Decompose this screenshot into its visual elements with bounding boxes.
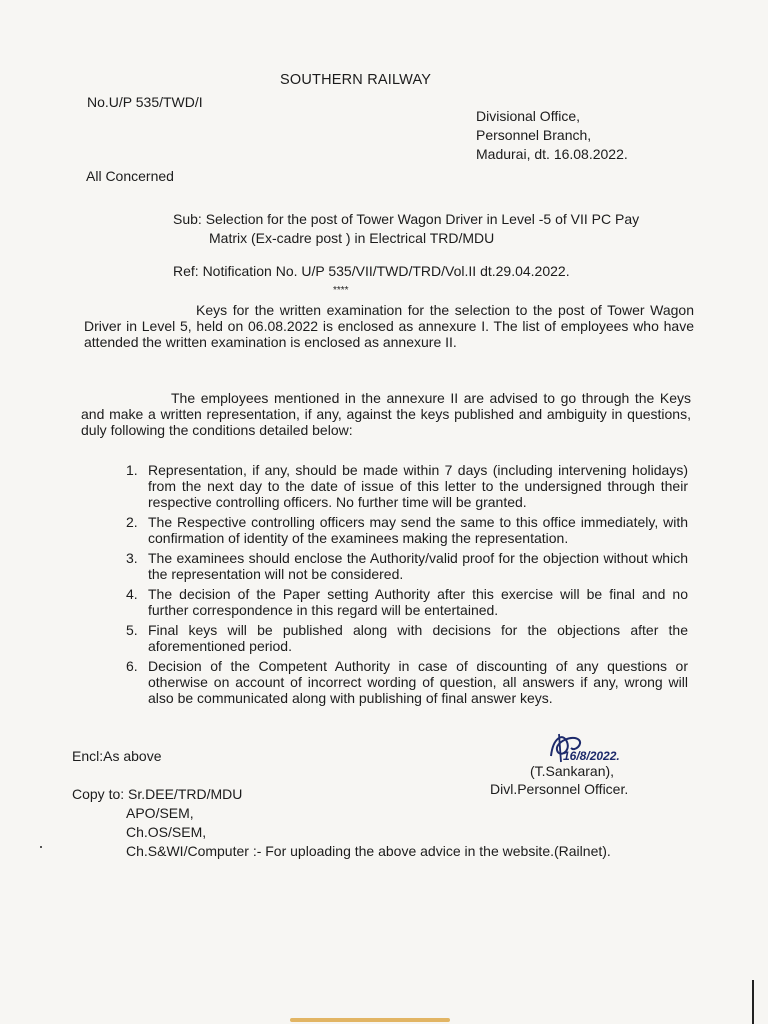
subject-line: Matrix (Ex-cadre post ) in Electrical TRD/MDU bbox=[209, 230, 495, 246]
enclosure: Encl:As above bbox=[72, 748, 162, 764]
list-number: 1. bbox=[126, 462, 138, 478]
list-text: The decision of the Paper setting Authority after this exercise will be final and no further correspondence in this regard will be entertained. bbox=[148, 586, 688, 618]
list-number: 3. bbox=[126, 550, 138, 566]
copy-line: Ch.S&WI/Computer :- For uploading the above advice in the website.(Railnet). bbox=[126, 843, 611, 859]
list-number: 6. bbox=[126, 658, 138, 674]
office-line: Personnel Branch, bbox=[476, 127, 592, 143]
office-address bbox=[476, 107, 628, 164]
list-item bbox=[120, 462, 688, 510]
letter-number: No.U/P 535/TWD/I bbox=[87, 94, 203, 110]
office-date-line: Madurai, dt. 16.08.2022. bbox=[476, 146, 628, 162]
list-item bbox=[120, 514, 688, 546]
list-text: Representation, if any, should be made within 7 days (including intervening holidays) from the next day to the date of issue of this letter to the undersigned through their respective controlling officers. No further time will be granted. bbox=[148, 462, 688, 510]
list-number: 5. bbox=[126, 622, 138, 638]
scan-edge bbox=[752, 980, 754, 1024]
list-text: Final keys will be published along with decisions for the objections after the aforementioned period. bbox=[148, 622, 688, 654]
copy-line: APO/SEM, bbox=[126, 805, 194, 821]
conditions-list bbox=[120, 462, 688, 710]
body-paragraph-2: The employees mentioned in the annexure II are advised to go through the Keys and make a written representation, if any, against the keys published and ambiguity in questions, duly following the conditions detailed below: bbox=[81, 390, 691, 438]
list-text: The Respective controlling officers may send the same to this office immediately, with confirmation of identity of the examinees making the representation. bbox=[148, 514, 688, 546]
signatory-designation: Divl.Personnel Officer. bbox=[490, 781, 629, 797]
list-item bbox=[120, 586, 688, 618]
scan-bottom-mark bbox=[290, 1018, 450, 1022]
list-item bbox=[120, 622, 688, 654]
scan-speck bbox=[40, 846, 42, 848]
list-text: Decision of the Competent Authority in case of discounting of any questions or otherwise on account of incorrect wording of question, all answers if any, wrong will also be communicated along with publishing of final answer keys. bbox=[148, 658, 688, 706]
office-line: Divisional Office, bbox=[476, 108, 581, 124]
separator: **** bbox=[333, 285, 349, 296]
list-text: The examinees should enclose the Authority/valid proof for the objection without which the representation will not be considered. bbox=[148, 550, 688, 582]
subject bbox=[173, 210, 639, 248]
addressee: All Concerned bbox=[86, 168, 174, 184]
signatory-name: (T.Sankaran), bbox=[530, 763, 615, 779]
subject-line: Sub: Selection for the post of Tower Wagon Driver in Level -5 of VII PC Pay bbox=[173, 211, 640, 227]
list-item bbox=[120, 550, 688, 582]
list-number: 4. bbox=[126, 586, 138, 602]
copy-line: Copy to: Sr.DEE/TRD/MDU bbox=[72, 786, 243, 802]
signature-date: 16/8/2022. bbox=[563, 749, 620, 763]
body-paragraph-1: Keys for the written examination for the selection to the post of Tower Wagon Driver in Level 5, held on 06.08.2022 is enclosed as annexure I. The list of employees who have attended the written examination is enclosed as annexure II. bbox=[84, 302, 694, 350]
list-item bbox=[120, 658, 688, 706]
organization-heading: SOUTHERN RAILWAY bbox=[280, 72, 432, 88]
list-number: 2. bbox=[126, 514, 138, 530]
reference: Ref: Notification No. U/P 535/VII/TWD/TRD/Vol.II dt.29.04.2022. bbox=[173, 263, 570, 279]
copy-line: Ch.OS/SEM, bbox=[126, 824, 207, 840]
copy-to bbox=[72, 785, 611, 861]
